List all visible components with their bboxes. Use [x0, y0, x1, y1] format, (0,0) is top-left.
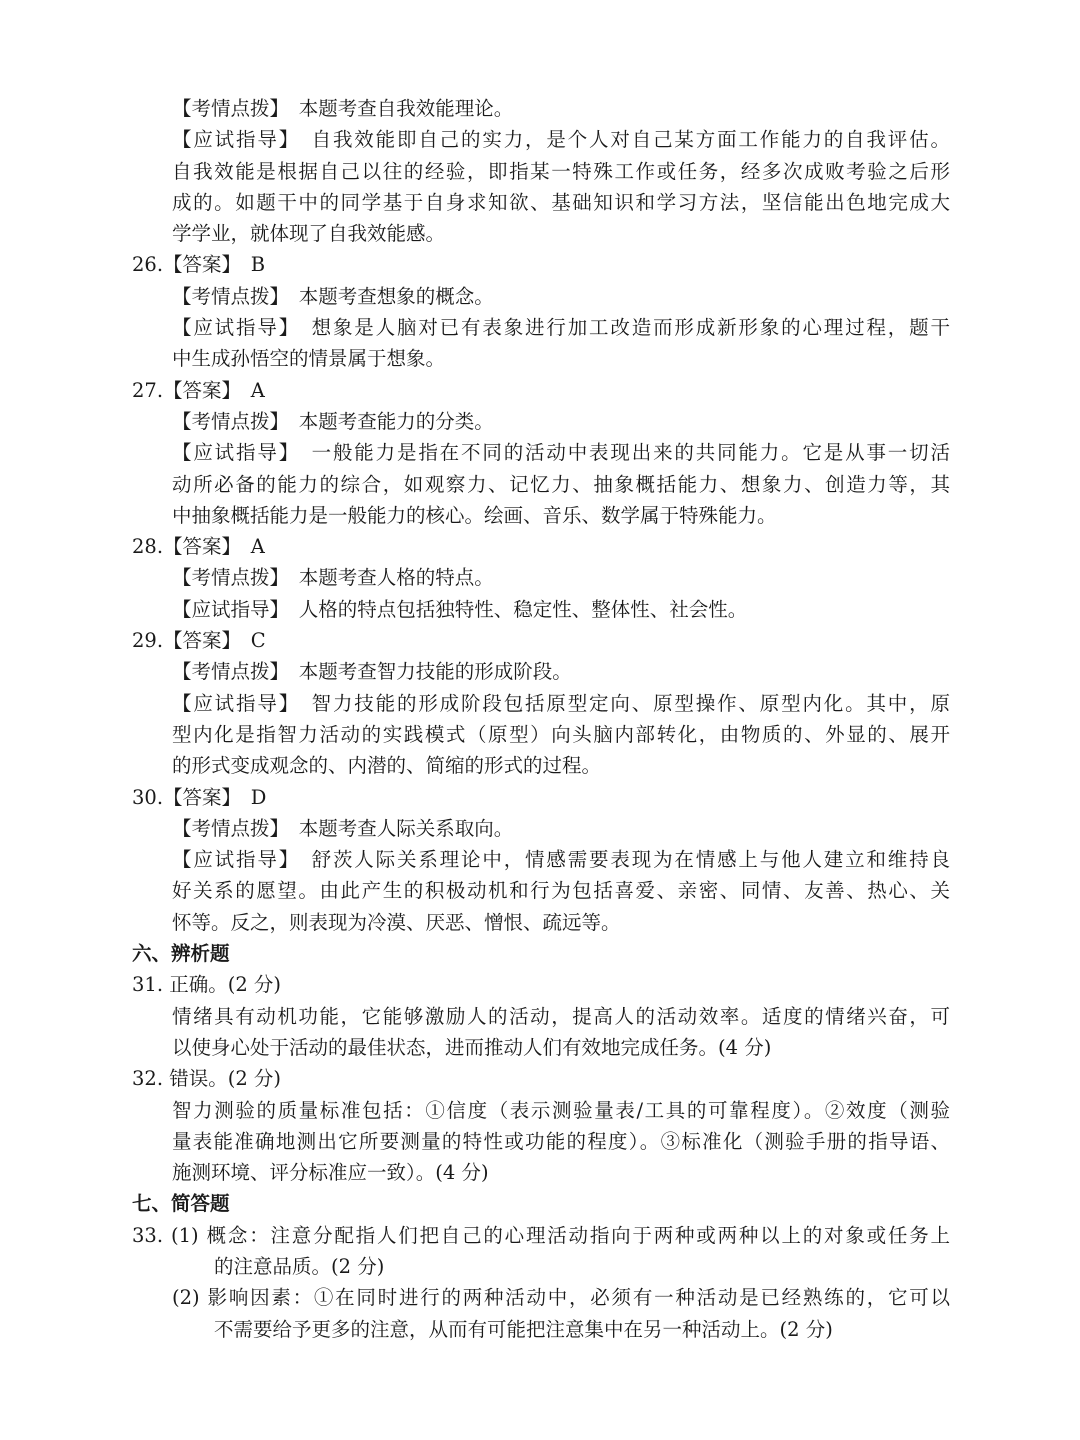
text-line: [0, 1126, 1080, 1157]
line-text: 【考情点拨】 本题考查自我效能理论。: [172, 97, 514, 120]
line-text: 的形式变成观念的、内潜的、简缩的形式的过程。: [172, 754, 602, 778]
line-text: 【考情点拨】 本题考查智力技能的形成阶段。: [172, 660, 572, 684]
question-answer-28: [0, 531, 1080, 562]
text-line: [0, 156, 1080, 187]
question-answer-27: [0, 375, 1080, 406]
line-text: 29.【答案】 C: [132, 629, 266, 653]
text-line: [0, 93, 1080, 124]
answer-explanations: [0, 93, 1080, 1345]
text-line: [0, 1032, 1080, 1063]
line-text: 【应试指导】 舒茨人际关系理论中，情感需要表现为在情感上与他人建立和维持良: [172, 848, 950, 872]
line-text: 【应试指导】 想象是人脑对已有表象进行加工改造而形成新形象的心理过程，题干: [172, 316, 950, 340]
section-title: 七、简答题: [132, 1192, 230, 1216]
line-text: 32. 错误。(2 分): [132, 1067, 282, 1091]
text-line: [0, 218, 1080, 249]
line-text: 中抽象概括能力是一般能力的核心。绘画、音乐、数学属于特殊能力。: [172, 503, 777, 527]
line-text: 学学业，就体现了自我效能感。: [172, 222, 446, 246]
line-text: 30.【答案】 D: [132, 785, 267, 809]
text-line: [0, 500, 1080, 531]
line-text: 【考情点拨】 本题考查想象的概念。: [172, 284, 494, 308]
line-text: 31. 正确。(2 分): [132, 973, 282, 997]
text-line: [0, 1314, 1080, 1345]
question-answer-26: [0, 249, 1080, 280]
question-33: [0, 1220, 1080, 1251]
line-text: 不需要给予更多的注意，从而有可能把注意集中在另一种活动上。(2 分): [214, 1317, 833, 1341]
line-text: 好关系的愿望。由此产生的积极动机和行为包括喜爱、亲密、同情、友善、热心、关: [172, 879, 950, 903]
line-text: 【应试指导】 人格的特点包括独特性、稳定性、整体性、社会性。: [172, 597, 748, 621]
line-text: 型内化是指智力活动的实践模式（原型）向头脑内部转化，由物质的、外显的、展开: [172, 722, 950, 746]
line-text: 成的。如题干中的同学基于自身求知欲、基础知识和学习方法，坚信能出色地完成大: [172, 190, 950, 214]
text-line: [0, 469, 1080, 500]
line-text: (2) 影响因素：①在同时进行的两种活动中，必须有一种活动是已经熟练的，它可以: [172, 1286, 950, 1310]
line-text: 怀等。反之，则表现为冷漠、厌恶、憎恨、疏远等。: [172, 910, 621, 934]
text-line: [0, 437, 1080, 468]
line-text: 33. (1) 概念：注意分配指人们把自己的心理活动指向于两种或两种以上的对象或任务上: [132, 1223, 950, 1247]
line-text: 量表能准确地测出它所要测量的特性或功能的程度）。③标准化（测验手册的指导语、: [172, 1129, 950, 1153]
question-31: [0, 969, 1080, 1000]
line-text: 动所必备的能力的综合，如观察力、记忆力、抽象概括能力、想象力、创造力等，其: [172, 472, 950, 496]
text-line: [0, 1001, 1080, 1032]
text-line: [0, 750, 1080, 781]
section-heading-analysis: [0, 938, 1080, 969]
text-line: [0, 562, 1080, 593]
line-text: 自我效能是根据自己以往的经验，即指某一特殊工作或任务，经多次成败考验之后形: [172, 159, 950, 183]
text-line: [0, 594, 1080, 625]
question-answer-29: [0, 625, 1080, 656]
text-line: [0, 312, 1080, 343]
text-line: [0, 1282, 1080, 1313]
line-text: 智力测验的质量标准包括：①信度（表示测验量表/工具的可靠程度）。②效度（测验: [172, 1098, 950, 1122]
text-line: [0, 343, 1080, 374]
line-text: 【应试指导】 智力技能的形成阶段包括原型定向、原型操作、原型内化。其中，原: [172, 691, 950, 715]
line-text: 26.【答案】 B: [132, 253, 266, 277]
line-text: 【考情点拨】 本题考查能力的分类。: [172, 409, 494, 433]
line-text: 【考情点拨】 本题考查人际关系取向。: [172, 816, 514, 840]
question-answer-30: [0, 782, 1080, 813]
text-line: [0, 719, 1080, 750]
section-title: 六、辨析题: [132, 942, 230, 966]
text-line: [0, 1251, 1080, 1282]
line-text: 27.【答案】 A: [132, 378, 265, 402]
line-text: 施测环境、评分标准应一致）。(4 分): [172, 1161, 489, 1185]
section-heading-short-answer: [0, 1188, 1080, 1219]
text-line: [0, 844, 1080, 875]
question-32: [0, 1063, 1080, 1094]
line-text: 【应试指导】 一般能力是指在不同的活动中表现出来的共同能力。它是从事一切活: [172, 441, 950, 465]
line-text: 情绪具有动机功能，它能够激励人的活动，提高人的活动效率。适度的情绪兴奋，可: [172, 1004, 950, 1028]
line-text: 的注意品质。(2 分): [214, 1254, 385, 1278]
text-line: [0, 656, 1080, 687]
text-line: [0, 1157, 1080, 1188]
text-line: [0, 813, 1080, 844]
text-line: [0, 688, 1080, 719]
text-line: [0, 406, 1080, 437]
text-line: [0, 875, 1080, 906]
text-line: [0, 187, 1080, 218]
line-text: 中生成孙悟空的情景属于想象。: [172, 347, 446, 371]
line-text: 以使身心处于活动的最佳状态，进而推动人们有效地完成任务。(4 分): [172, 1035, 772, 1059]
line-text: 【考情点拨】 本题考查人格的特点。: [172, 566, 494, 590]
line-text: 28.【答案】 A: [132, 535, 265, 559]
text-line: [0, 124, 1080, 155]
text-line: [0, 1095, 1080, 1126]
text-line: [0, 907, 1080, 938]
text-line: [0, 281, 1080, 312]
line-text: 【应试指导】 自我效能即自己的实力，是个人对自己某方面工作能力的自我评估。: [172, 128, 950, 152]
